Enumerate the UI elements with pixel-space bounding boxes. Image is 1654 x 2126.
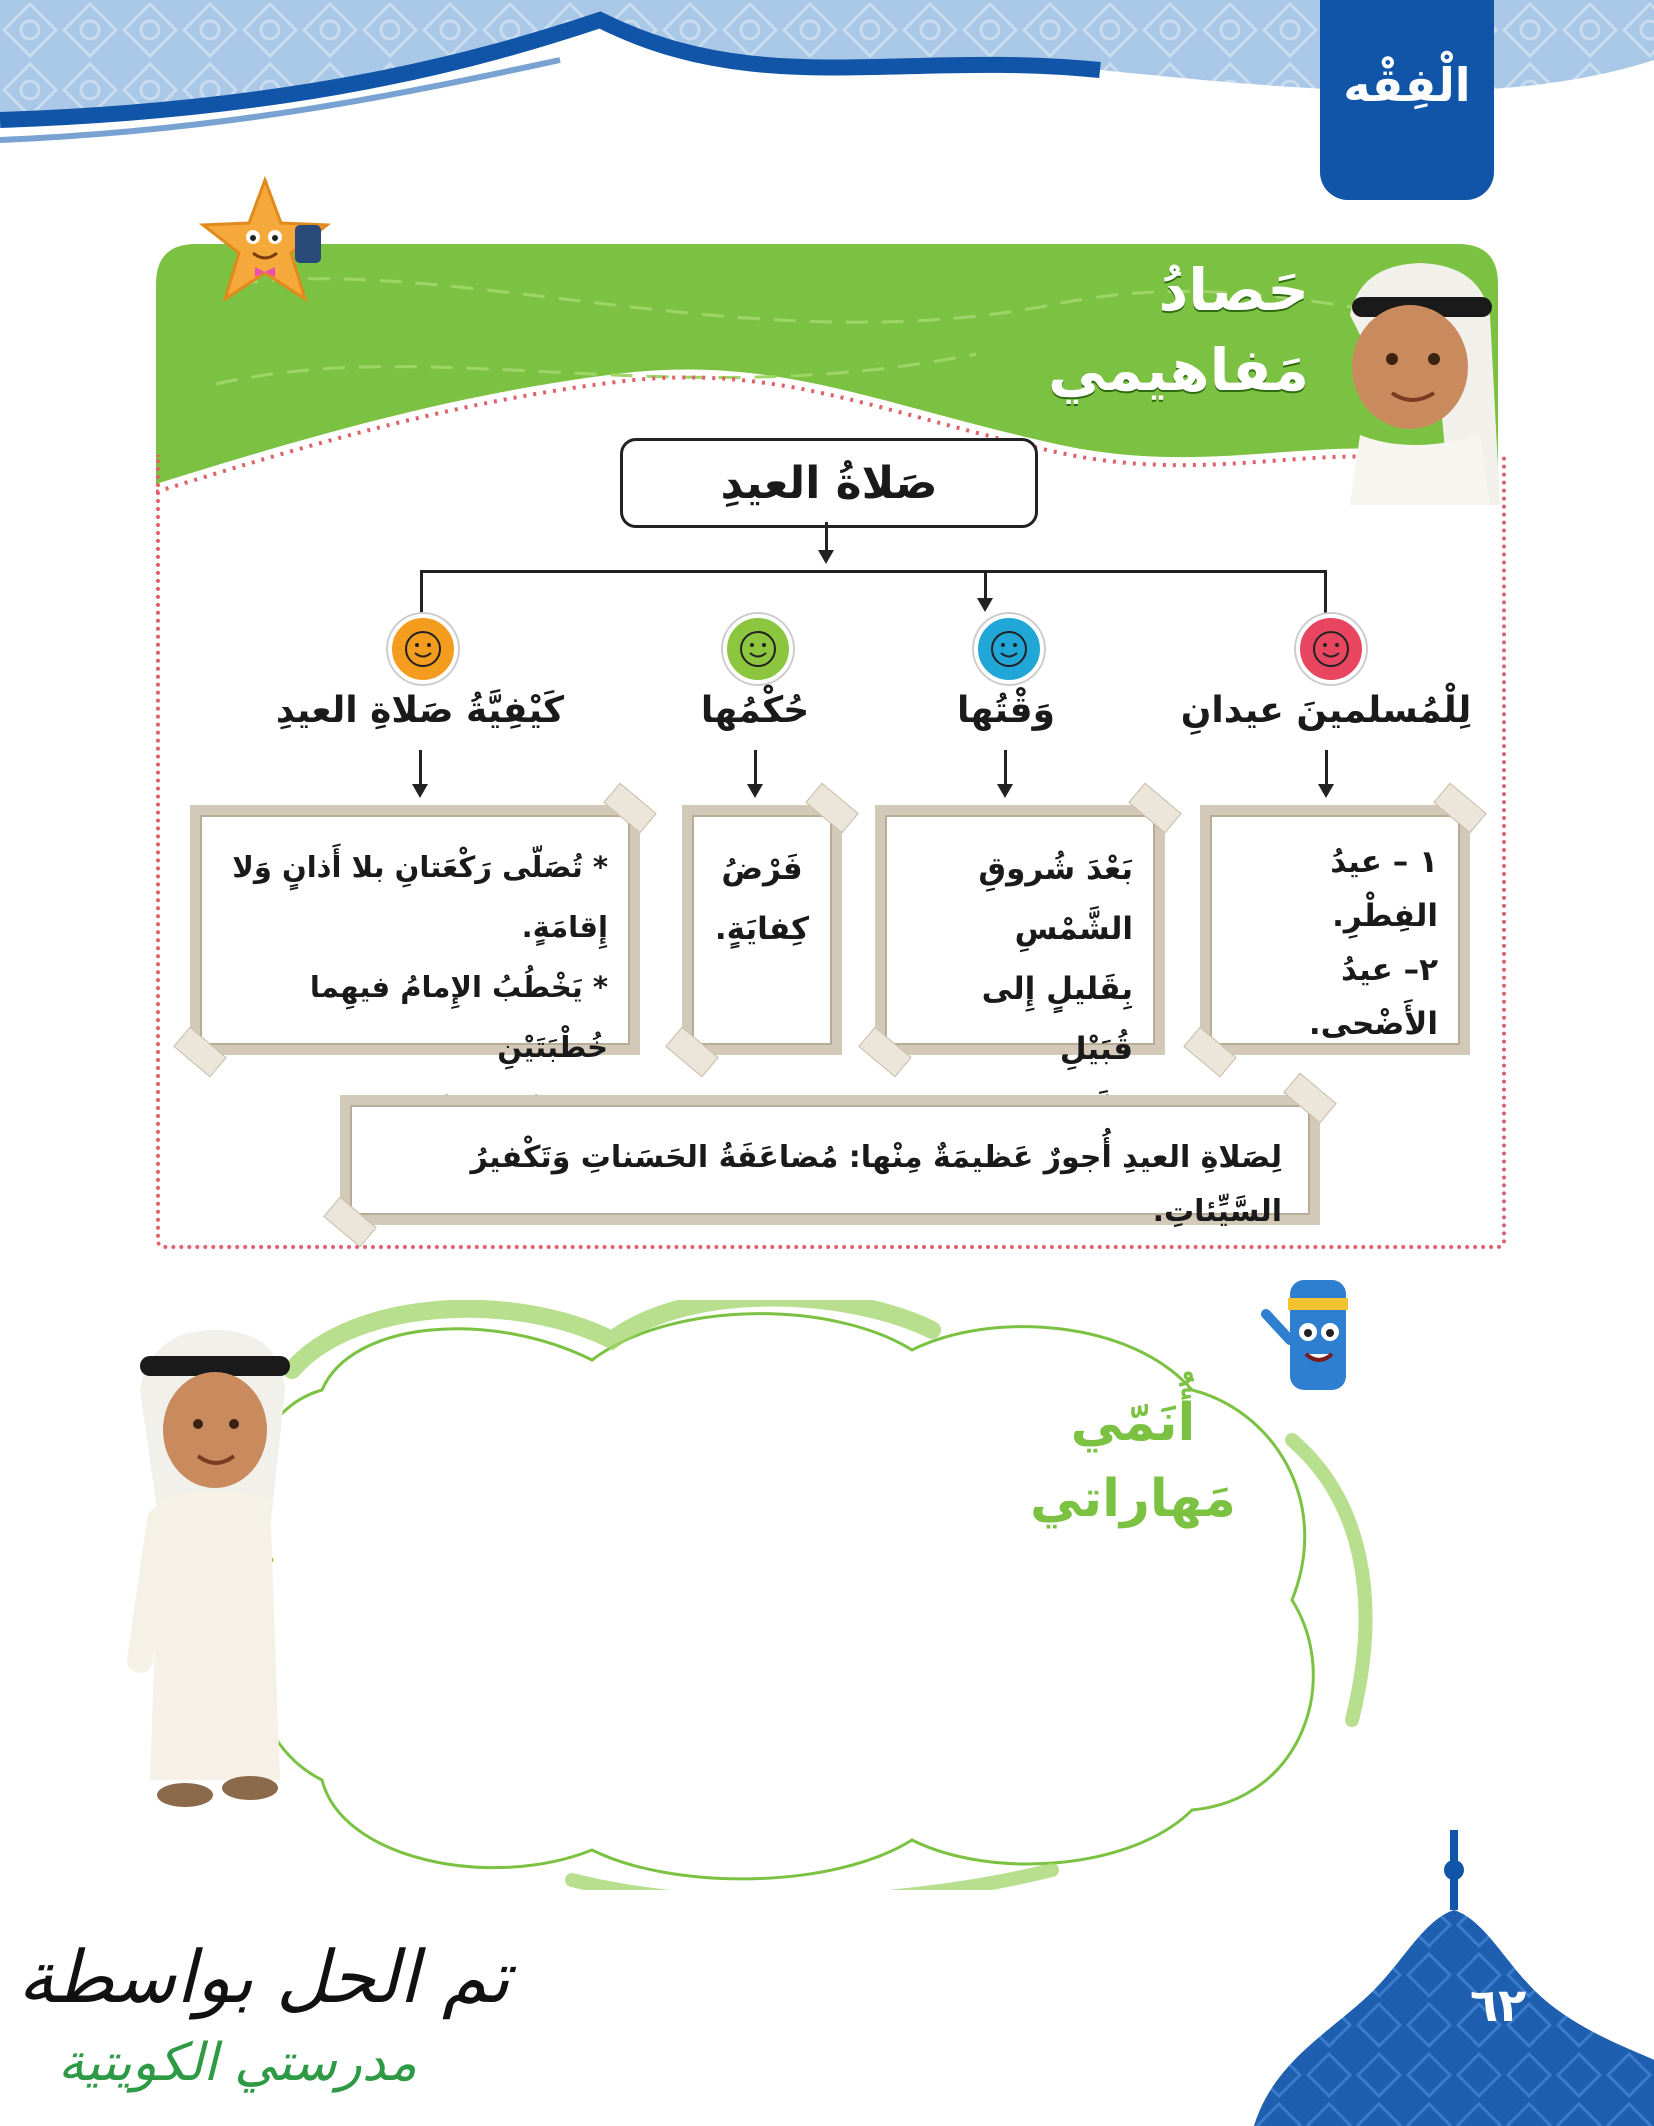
arrow-head-1 [1318,784,1334,798]
branch-label-ruling: حُكْمُها [700,690,810,731]
skills-title [1030,1385,1236,1537]
arrow-line-2 [1004,750,1007,786]
bus-drop-left [420,570,423,614]
concept-root-label: صَلاةُ العيدِ [720,457,938,509]
card-time [875,805,1165,1067]
branch-bus [420,570,1326,573]
bus-drop-mid [984,570,987,600]
arrow-line-4 [419,750,422,786]
harvest-title-line2: مَفاهيمي [1048,336,1309,404]
card-reward [340,1095,1320,1229]
smiley-icon-3 [723,614,793,684]
arrow-head-2 [997,784,1013,798]
bus-drop-right [1324,570,1327,614]
star-mascot-illustration [195,175,335,310]
card-eids-line-1: ١ – عيدُ الفِطْرِ. [1330,844,1438,934]
branch-label-time: وَقْتُها [957,690,1055,731]
smiley-icon-2 [974,614,1044,684]
card-ruling-line-1: فَرْضُ [721,851,803,887]
harvest-title [1048,250,1309,410]
page-number-dome [1254,1800,1654,2126]
smiley-icon-1 [1296,614,1366,684]
signature-line1: تم الحل بواسطة [18,1935,510,2019]
card-method-line-2: * يَخْطُبُ الإِمامُ فيهِما خُطْبَتَيْنِ [309,970,608,1064]
page-number: ٦٢ [1470,1978,1527,2032]
smiley-icon-4 [388,614,458,684]
card-eids [1200,805,1470,1055]
skills-title-line1: أُنَمّي [1070,1393,1196,1453]
arrow-head-3 [747,784,763,798]
mid-arrow [977,598,993,612]
card-method [190,805,640,1064]
card-eids-line-2: ٢– عيدُ الأَضْحى. [1308,952,1438,1042]
concept-root [620,438,1038,528]
card-ruling [682,805,842,1055]
card-time-line-1: بَعْدَ شُروقِ الشَّمْسِ [978,851,1133,947]
standing-boy-illustration [120,1330,300,1820]
card-time-line-2: بِقَليلٍ إِلى قُبَيْلِ [981,971,1133,1067]
solution-signature [18,1935,510,2093]
branch-label-method: كَيْفِيَّةُ صَلاةِ العيدِ [275,690,565,731]
branch-label-eids: لِلْمُسلمينَ عيدانِ [1180,690,1472,731]
skills-title-line2: مَهاراتي [1030,1469,1236,1529]
card-method-line-1: * تُصَلّى رَكْعَتانِ بلا أَذانٍ وَلا إِقامَةٍ. [232,850,608,944]
arrow-line-1 [1325,750,1328,786]
subject-tab [1320,0,1494,200]
subject-title: الْفِقْه [1343,58,1471,112]
arrow-head-4 [412,784,428,798]
root-arrow [818,550,834,564]
signature-line2: مدرستي الكويتية [58,2033,417,2093]
pencil-mascot-illustration [1260,1270,1370,1410]
harvest-title-line1: حَصادُ [1158,256,1309,324]
card-reward-text: لِصَلاةِ العيدِ أُجورٌ عَظيمَةٌ مِنْها: مُضاعَفَةُ الحَسَناتِ وَتَكْفيرُ السَّيِّئاتِ. [470,1140,1282,1229]
card-ruling-line-2: كِفايَةٍ. [714,911,810,947]
arrow-line-3 [754,750,757,786]
